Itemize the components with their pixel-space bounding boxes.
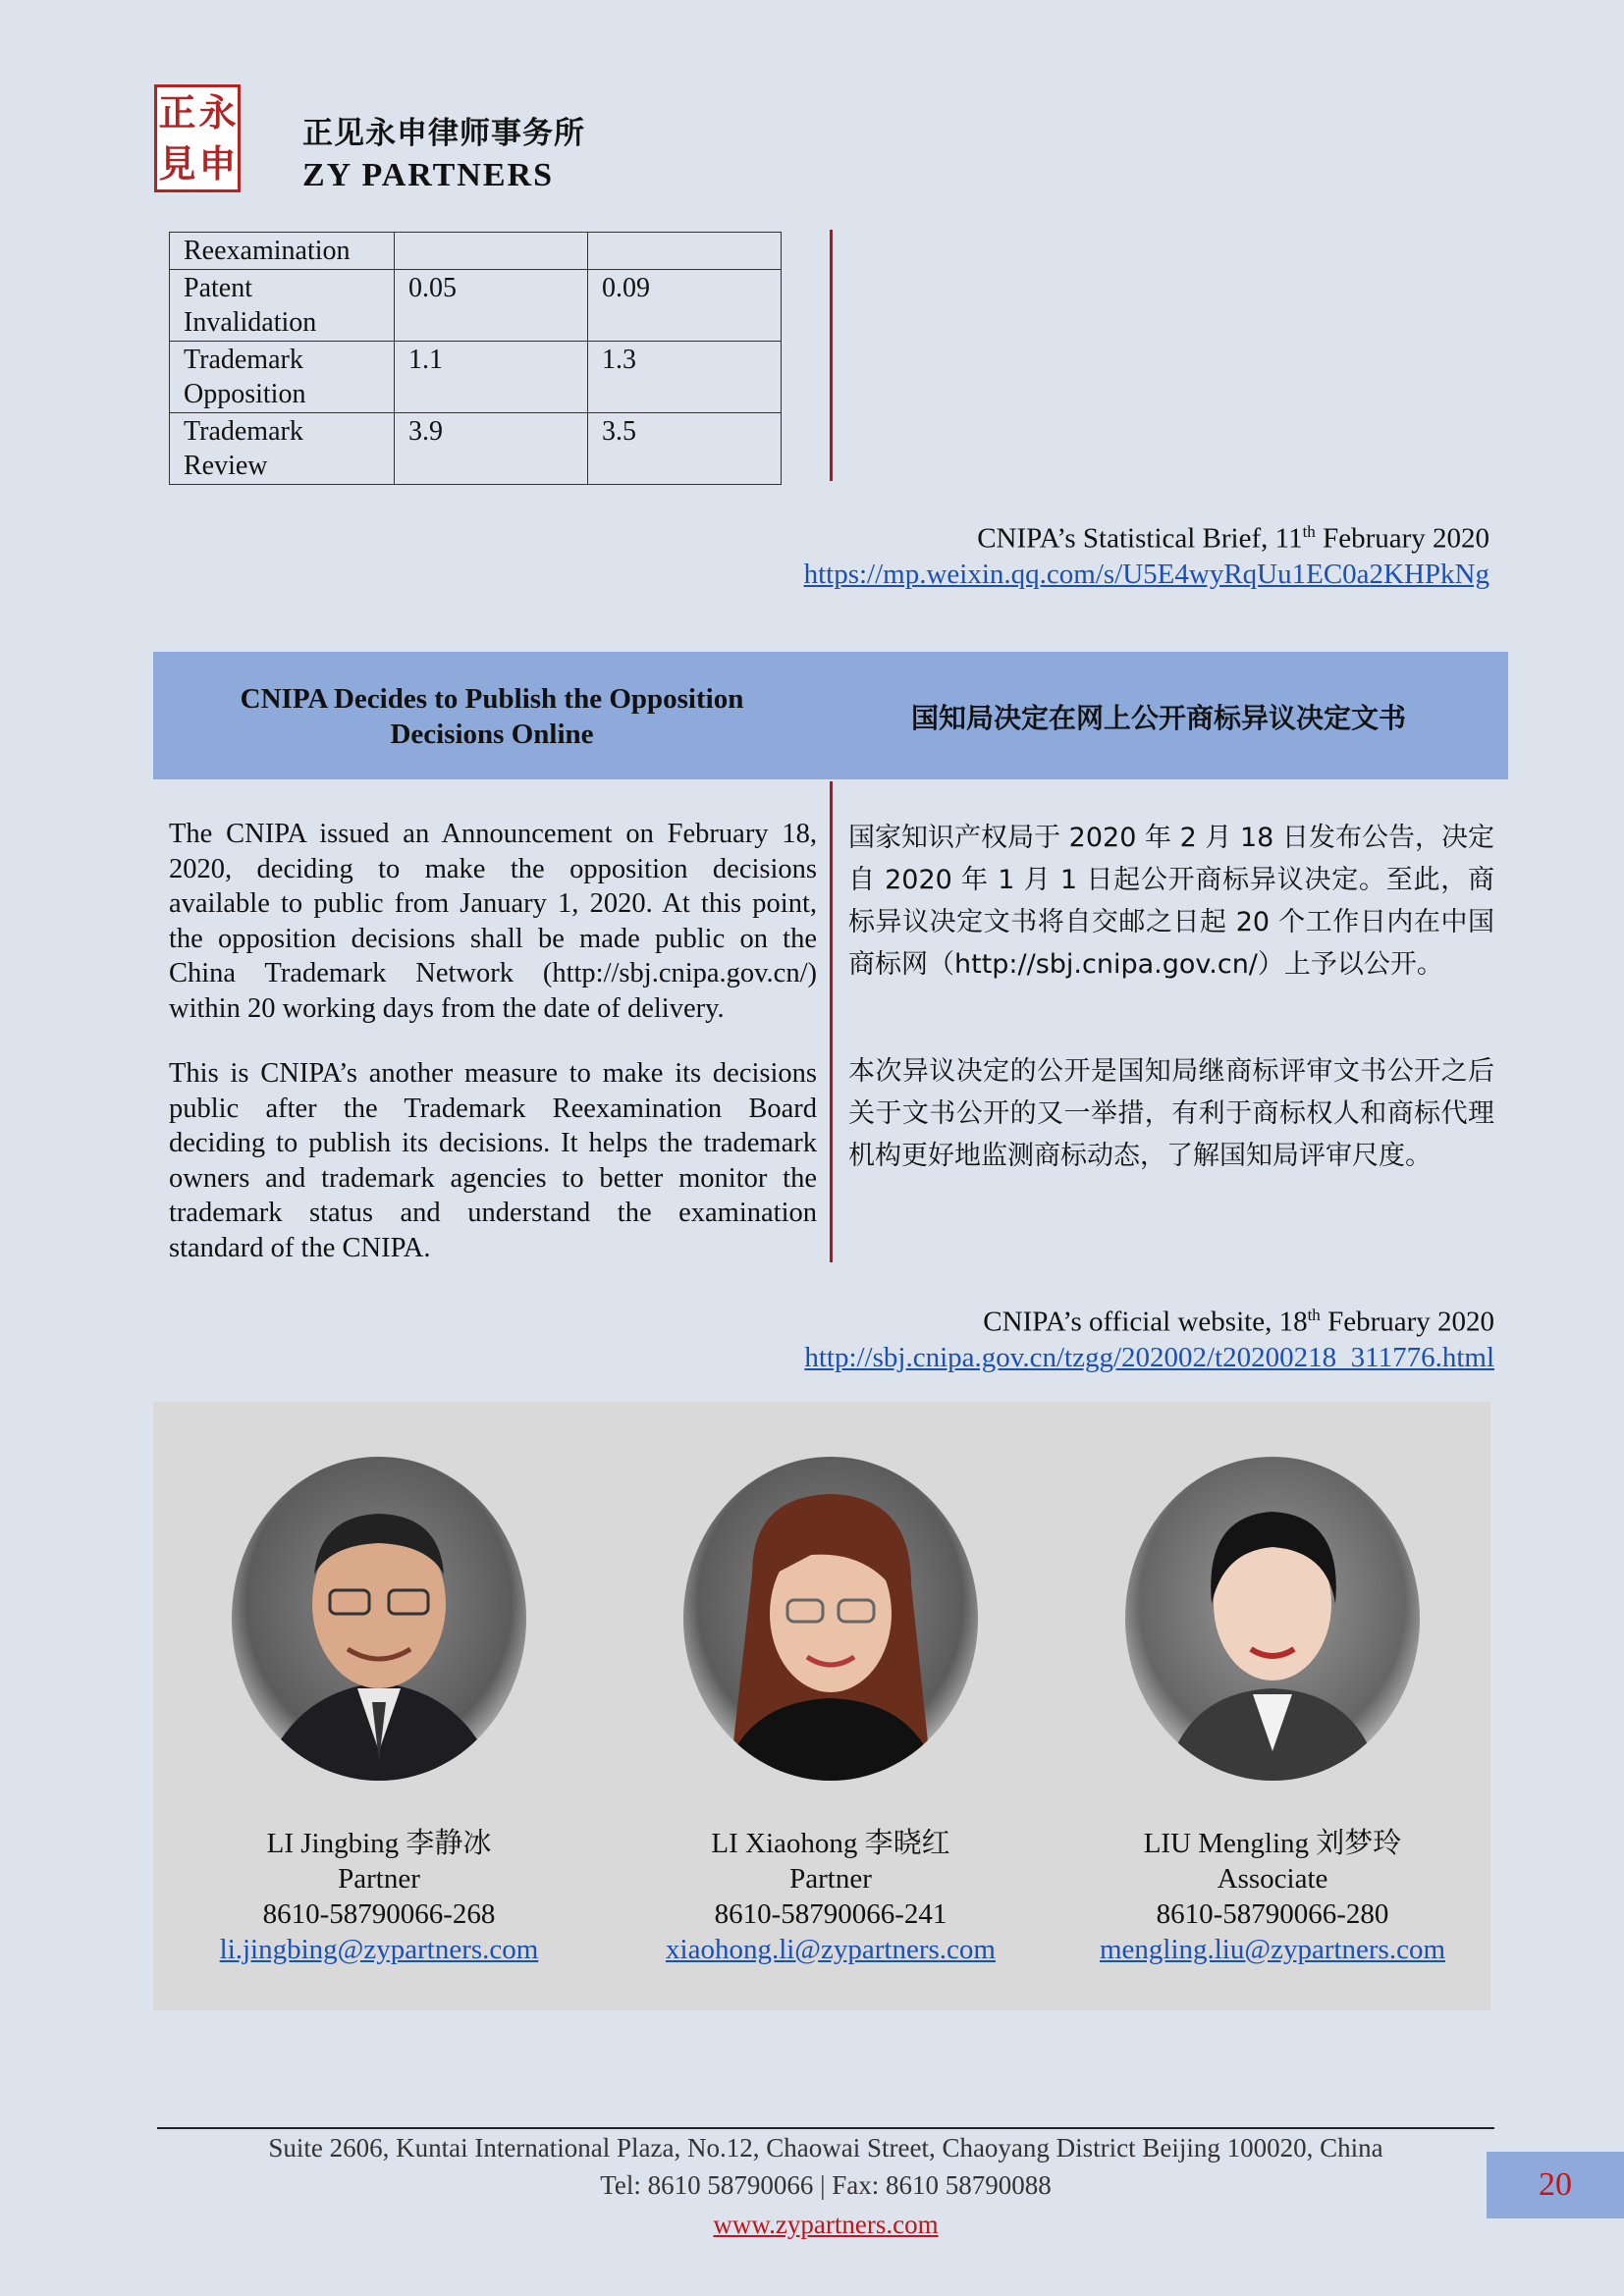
contact-phone: 8610-58790066-268 — [262, 1898, 496, 1930]
source-sup: th — [1302, 522, 1316, 541]
stats-table — [169, 232, 782, 485]
table-cell — [395, 233, 588, 270]
contact-email-link[interactable]: mengling.liu@zypartners.com — [1099, 1934, 1446, 1965]
table-cell: 0.09 — [588, 270, 782, 342]
portrait-photo — [232, 1457, 526, 1781]
footer-contact: Tel: 8610 58790066 | Fax: 8610 58790088 — [600, 2170, 1052, 2200]
section-title-cn: 国知局决定在网上公开商标异议决定文书 — [910, 702, 1406, 734]
contact-email-link[interactable]: xiaohong.li@zypartners.com — [666, 1934, 996, 1965]
table-cell: 3.5 — [588, 413, 782, 485]
table-cell — [588, 233, 782, 270]
logo-char: 正 — [158, 90, 196, 134]
portrait-photo — [683, 1457, 978, 1781]
page-number: 20 — [1487, 2152, 1624, 2218]
table-row — [170, 233, 782, 270]
contact-title: Associate — [1217, 1863, 1328, 1895]
contact-email-link[interactable]: li.jingbing@zypartners.com — [219, 1934, 539, 1965]
firm-name-en: ZY PARTNERS — [302, 157, 554, 193]
source-text: CNIPA’s Statistical Brief, 11 — [977, 522, 1303, 555]
source-link[interactable]: http://sbj.cnipa.gov.cn/tzgg/202002/t20200218_311776.html — [804, 1341, 1494, 1373]
table-cell: 1.3 — [588, 342, 782, 413]
table-cell: 1.1 — [395, 342, 588, 413]
firm-name-cn: 正见永申律师事务所 — [302, 116, 585, 151]
portrait-photo — [1125, 1457, 1420, 1781]
article-paragraph-en: This is CNIPA’s another measure to make its decisions public after the Trademark Reexamination Board deciding to publish its decisions. It helps the trademark owners and trademark agencies to better monitor the trademark status and understand the examination standard of the CNIPA. — [169, 1058, 817, 1263]
logo-char: 永 — [198, 90, 237, 134]
footer-website-wrap — [157, 2207, 1494, 2242]
article-paragraph-cn: 国家知识产权局于 2020 年 2 月 18 日发布公告，决定自 2020 年 1 月 1 日起公开商标异议决定。至此，商标异议决定文书将自交邮之日起 20 个工作日内在中国商标网（http://sbj.cnipa.gov.cn/）上予以公开。 — [848, 823, 1494, 980]
contact-card — [624, 1826, 1037, 1967]
source-citation — [804, 1298, 1494, 1375]
table-row — [170, 270, 782, 342]
table-cell: Trademark Review — [170, 413, 395, 485]
contact-name: LIU Mengling 刘梦玲 — [1143, 1828, 1402, 1859]
source-link[interactable]: https://mp.weixin.qq.com/s/U5E4wyRqUu1EC0a2KHPkNg — [803, 558, 1489, 590]
contact-card — [173, 1826, 585, 1967]
source-date: February 2020 — [1315, 522, 1489, 555]
portrait-image — [232, 1457, 526, 1781]
table-cell: Trademark Opposition — [170, 342, 395, 413]
table-cell: 3.9 — [395, 413, 588, 485]
source-citation — [804, 514, 1489, 592]
contact-card — [1066, 1826, 1479, 1967]
contact-phone: 8610-58790066-241 — [714, 1898, 947, 1930]
portrait-image — [1125, 1457, 1420, 1781]
column-divider — [830, 781, 833, 1262]
table-cell: 0.05 — [395, 270, 588, 342]
firm-logo-seal — [154, 84, 241, 192]
footer-website-link[interactable]: www.zypartners.com — [713, 2210, 939, 2239]
table-row — [170, 342, 782, 413]
column-divider — [830, 230, 833, 481]
contact-name: LI Jingbing 李静冰 — [266, 1828, 492, 1859]
article-paragraph-en: The CNIPA issued an Announcement on February 18, 2020, deciding to make the opposition decisions available to public from January 1, 2020. At this point, the opposition decisions shall be made public on the China Trademark Network (http://sbj.cnipa.gov.cn/) within 20 working days from the date of delivery. — [169, 819, 817, 1024]
article-paragraph-cn: 本次异议决定的公开是国知局继商标评审文书公开之后关于文书公开的又一举措，有利于商标权人和商标代理机构更好地监测商标动态，了解国知局评审尺度。 — [848, 1056, 1494, 1171]
logo-char: 申 — [198, 141, 237, 186]
portrait-image — [683, 1457, 978, 1781]
contact-phone: 8610-58790066-280 — [1156, 1898, 1389, 1930]
footer-address: Suite 2606, Kuntai International Plaza, No.12, Chaowai Street, Chaoyang District Beijing 100020, China — [268, 2133, 1383, 2163]
footer-rule — [157, 2127, 1494, 2129]
table-cell: Reexamination — [170, 233, 395, 270]
logo-char: 見 — [158, 141, 196, 186]
table-row — [170, 413, 782, 485]
contact-title: Partner — [789, 1863, 872, 1895]
source-text: CNIPA’s official website, 18 — [983, 1306, 1308, 1338]
contact-title: Partner — [338, 1863, 420, 1895]
table-cell: Patent Invalidation — [170, 270, 395, 342]
contact-name: LI Xiaohong 李晓红 — [711, 1828, 950, 1859]
source-sup: th — [1307, 1306, 1321, 1324]
source-date: February 2020 — [1320, 1306, 1494, 1338]
section-title-en: CNIPA Decides to Publish the Opposition Decisions Online — [240, 683, 744, 750]
